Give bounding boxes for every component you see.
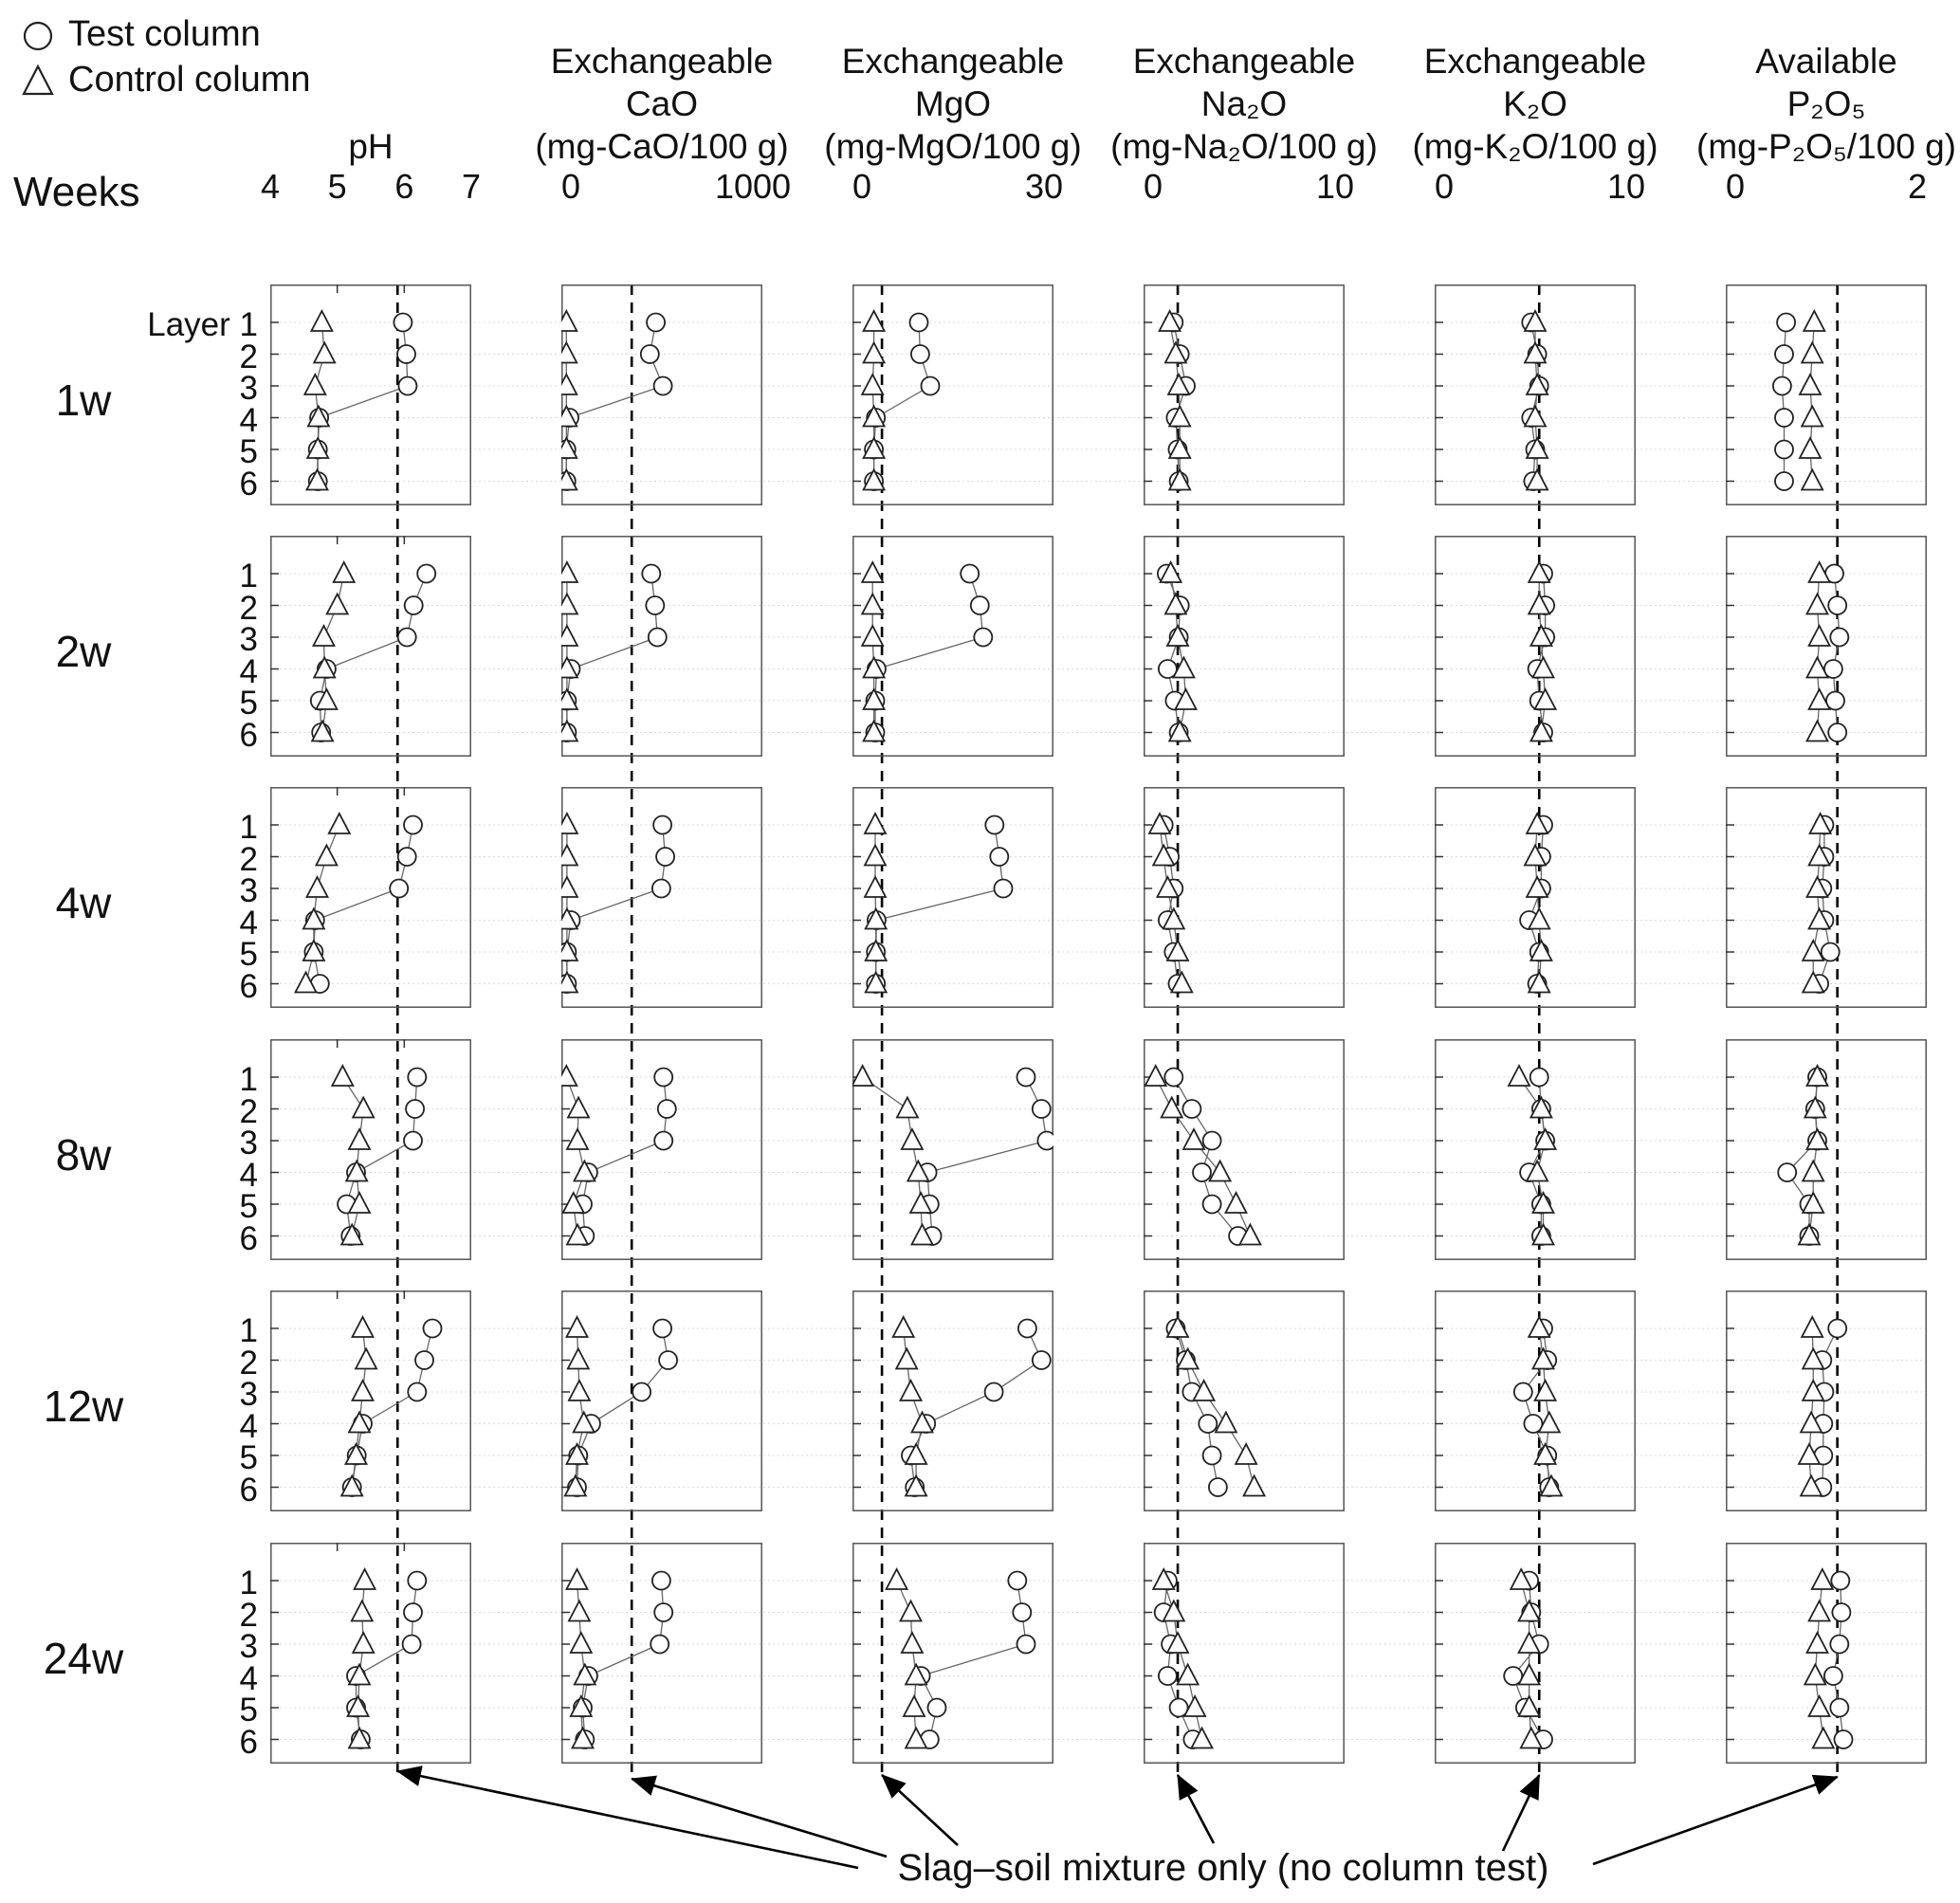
layer-tick-label: 5	[239, 936, 258, 973]
panel-K2O-12w	[1435, 1290, 1636, 1511]
control-series-points	[852, 1066, 933, 1245]
panel-P2O5-1w	[1726, 284, 1927, 505]
panel-CaO-4w	[561, 787, 762, 1008]
test-series-points	[568, 1320, 677, 1497]
panel-pH-24w	[270, 1543, 471, 1764]
x-tick-label-pH: 4	[260, 167, 281, 206]
layer-tick-label: 4	[239, 904, 258, 942]
panel-K2O-8w	[1435, 1039, 1636, 1260]
layer-tick-label: 4	[239, 652, 258, 690]
panel-P2O5-24w	[1726, 1543, 1927, 1764]
annotation-arrow	[632, 1779, 887, 1857]
layer-tick-label: 2	[239, 1344, 258, 1382]
control-series-points	[1800, 311, 1824, 490]
column-header-P2O5: Available	[1755, 42, 1897, 81]
row-label-8w: 8w	[55, 1130, 112, 1180]
panel-MgO-1w	[852, 284, 1053, 505]
layer-tick-label: Layer 1	[147, 306, 258, 343]
test-series-points	[343, 1320, 442, 1497]
test-series-line	[567, 574, 657, 733]
test-series-points	[1504, 1572, 1552, 1749]
panel-border	[271, 537, 470, 756]
test-series-points	[1164, 1069, 1247, 1246]
control-series-points	[1145, 1066, 1261, 1245]
control-series-points	[561, 562, 577, 741]
control-series-points	[341, 1317, 376, 1496]
test-series-line	[567, 825, 666, 984]
layer-tick-label: 3	[239, 1628, 258, 1665]
control-series-points	[1161, 562, 1197, 741]
panel-CaO-12w	[561, 1290, 762, 1511]
control-series-points	[1803, 814, 1830, 993]
control-series-points	[561, 1066, 595, 1245]
column-header-CaO: (mg-CaO/100 g)	[535, 127, 789, 166]
layer-tick-label: 3	[239, 1125, 258, 1162]
control-series-points	[1509, 1066, 1556, 1245]
column-header-P2O5: P₂O₅	[1786, 84, 1866, 123]
test-series-line	[583, 1581, 664, 1740]
annotation-arrow	[397, 1771, 858, 1868]
panel-border	[271, 285, 470, 504]
annotation-arrow	[1503, 1775, 1539, 1851]
panel-border	[562, 537, 761, 756]
panel-MgO-12w	[852, 1290, 1053, 1511]
annotation-arrow	[1593, 1777, 1838, 1864]
panel-K2O-2w	[1435, 536, 1636, 757]
panel-MgO-8w	[852, 1039, 1053, 1260]
layer-tick-label: 3	[239, 1376, 258, 1413]
control-series-points	[567, 1569, 595, 1748]
panel-P2O5-8w	[1726, 1039, 1927, 1260]
panel-P2O5-4w	[1726, 787, 1927, 1008]
test-series-points	[304, 816, 422, 994]
layer-tick-label: 6	[239, 1219, 258, 1257]
panel-pH-8w	[270, 1039, 471, 1260]
layer-tick-label: 2	[239, 840, 258, 878]
layer-tick-label: 6	[239, 1723, 258, 1761]
layer-tick-label: 5	[239, 433, 258, 470]
x-tick-label-Na2O: 10	[1315, 167, 1355, 206]
layer-tick-label: 3	[239, 370, 258, 407]
column-header-CaO: Exchangeable	[550, 42, 774, 81]
layer-tick-label: 1	[239, 558, 258, 595]
dashed-line-annotation: Slag–soil mixture only (no column test)	[897, 1847, 1549, 1889]
panel-CaO-8w	[561, 1039, 762, 1260]
layer-tick-label: 4	[239, 1659, 258, 1697]
test-series-points	[1514, 1320, 1559, 1497]
x-tick-label-pH: 7	[461, 167, 482, 206]
column-header-MgO: Exchangeable	[841, 42, 1065, 81]
control-series-points	[561, 311, 577, 490]
column-header-CaO: CaO	[625, 84, 699, 123]
control-series-points	[312, 562, 355, 741]
column-header-MgO: MgO	[914, 84, 992, 123]
layer-tick-label: 2	[239, 1092, 258, 1130]
test-series-points	[1155, 1572, 1202, 1749]
control-series-points	[1160, 311, 1191, 490]
layer-tick-label: 5	[239, 685, 258, 722]
column-header-Na2O: (mg-Na₂O/100 g)	[1110, 127, 1378, 166]
weeks-axis-label: Weeks	[13, 169, 140, 215]
legend-test-label: Test column	[68, 13, 261, 54]
test-series-line	[911, 1328, 1042, 1488]
test-series-points	[1166, 1320, 1227, 1497]
annotation-arrow	[1178, 1775, 1214, 1843]
control-series-points	[561, 814, 577, 993]
test-series-points	[1824, 1572, 1853, 1749]
layer-tick-label: 6	[239, 1471, 258, 1509]
test-series-line	[927, 1077, 1047, 1236]
x-tick-label-K2O: 10	[1606, 167, 1646, 206]
annotation-arrow	[882, 1775, 958, 1845]
panel-Na2O-4w	[1144, 787, 1345, 1008]
test-series-line	[876, 825, 1003, 984]
column-header-pH: pH	[348, 127, 394, 166]
x-tick-label-MgO: 0	[852, 167, 872, 206]
panel-Na2O-2w	[1144, 536, 1345, 757]
layer-tick-label: 6	[239, 465, 258, 503]
panel-Na2O-1w	[1144, 284, 1345, 505]
control-series-points	[304, 311, 335, 490]
panel-CaO-2w	[561, 536, 762, 757]
legend-control-label: Control column	[68, 59, 311, 100]
x-tick-label-CaO: 1000	[714, 167, 792, 206]
layer-tick-label: 1	[239, 1312, 258, 1349]
layer-tick-label: 1	[239, 809, 258, 846]
panel-MgO-4w	[852, 787, 1053, 1008]
test-series-line	[577, 1328, 669, 1488]
test-series-points	[1813, 1320, 1846, 1497]
layer-tick-label: 5	[239, 1439, 258, 1476]
layer-tick-label: 5	[239, 1188, 258, 1225]
panel-pH-1w	[270, 284, 471, 505]
panel-CaO-24w	[561, 1543, 762, 1764]
panel-K2O-1w	[1435, 284, 1636, 505]
column-header-Na2O: Exchangeable	[1132, 42, 1356, 81]
layer-tick-label: 4	[239, 401, 258, 439]
row-label-12w: 12w	[43, 1382, 124, 1431]
test-series-line	[875, 574, 983, 733]
layer-tick-label: 4	[239, 1407, 258, 1445]
layer-tick-label: 2	[239, 338, 258, 375]
panel-K2O-4w	[1435, 787, 1636, 1008]
column-header-MgO: (mg-MgO/100 g)	[824, 127, 1082, 166]
layer-tick-label: 1	[239, 1061, 258, 1098]
layer-tick-label: 2	[239, 589, 258, 627]
layer-tick-label: 6	[239, 716, 258, 754]
panel-P2O5-2w	[1726, 536, 1927, 757]
x-tick-label-Na2O: 0	[1143, 167, 1163, 206]
row-label-2w: 2w	[55, 627, 112, 676]
panel-pH-2w	[270, 536, 471, 757]
panel-MgO-2w	[852, 536, 1053, 757]
control-series-points	[565, 1317, 595, 1496]
x-tick-label-CaO: 0	[560, 167, 581, 206]
control-series-points	[1804, 1569, 1834, 1748]
panel-P2O5-12w	[1726, 1290, 1927, 1511]
x-tick-label-MgO: 30	[1024, 167, 1064, 206]
x-tick-label-P2O5: 0	[1725, 167, 1746, 206]
test-series-line	[583, 1077, 668, 1236]
panel-pH-12w	[270, 1290, 471, 1511]
layer-tick-label: 1	[239, 1564, 258, 1601]
test-series-points	[902, 1320, 1051, 1497]
panel-border	[271, 788, 470, 1007]
panel-Na2O-8w	[1144, 1039, 1345, 1260]
panel-pH-4w	[270, 787, 471, 1008]
test-series-points	[338, 1069, 426, 1246]
x-tick-label-P2O5: 2	[1907, 167, 1928, 206]
column-header-K2O: K₂O	[1503, 84, 1567, 123]
x-tick-label-pH: 5	[327, 167, 347, 206]
panel-MgO-24w	[852, 1543, 1053, 1764]
layer-tick-label: 5	[239, 1692, 258, 1729]
row-label-1w: 1w	[55, 375, 112, 425]
layer-tick-label: 3	[239, 872, 258, 909]
row-label-4w: 4w	[55, 878, 112, 927]
control-series-points	[1511, 1569, 1542, 1748]
test-series-points	[311, 565, 435, 742]
column-header-P2O5: (mg-P₂O₅/100 g)	[1696, 127, 1956, 166]
panel-Na2O-12w	[1144, 1290, 1345, 1511]
row-label-24w: 24w	[43, 1634, 124, 1683]
control-series-points	[887, 1569, 927, 1748]
panel-CaO-1w	[561, 284, 762, 505]
x-tick-label-pH: 6	[394, 167, 414, 206]
control-series-points	[296, 814, 350, 993]
layer-tick-label: 2	[239, 1596, 258, 1634]
control-series-points	[1799, 1317, 1823, 1496]
panel-border	[1727, 285, 1926, 504]
test-series-line	[318, 322, 408, 482]
column-header-Na2O: Na₂O	[1200, 84, 1288, 123]
x-tick-label-K2O: 0	[1434, 167, 1455, 206]
column-header-K2O: (mg-K₂O/100 g)	[1412, 127, 1658, 166]
layer-tick-label: 3	[239, 621, 258, 658]
layer-tick-label: 4	[239, 1156, 258, 1194]
panel-K2O-24w	[1435, 1543, 1636, 1764]
panel-Na2O-24w	[1144, 1543, 1345, 1764]
layer-tick-label: 6	[239, 967, 258, 1005]
column-header-K2O: Exchangeable	[1423, 42, 1647, 81]
